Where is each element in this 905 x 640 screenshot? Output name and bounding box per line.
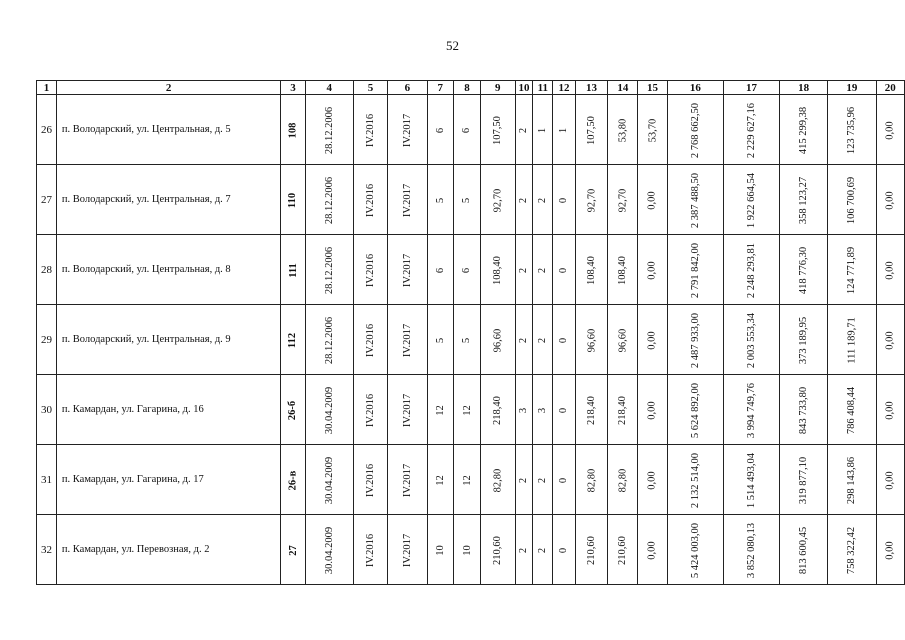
cell-col-17 xyxy=(723,445,779,515)
cell-col-11 xyxy=(533,165,553,235)
column-header-17: 17 xyxy=(723,81,779,95)
cell-col-1: 29 xyxy=(37,305,57,375)
cell-value: 218,40 xyxy=(617,395,629,425)
table-row xyxy=(37,445,905,515)
table-row xyxy=(37,305,905,375)
cell-value: 210,60 xyxy=(586,535,598,565)
cell-value: 92,70 xyxy=(617,188,629,212)
cell-value: IV.2017 xyxy=(401,463,413,497)
cell-value: 0,00 xyxy=(884,540,896,560)
cell-col-14 xyxy=(608,165,638,235)
cell-col-7 xyxy=(427,95,453,165)
cell-col-3 xyxy=(281,165,305,235)
cell-value: 2 487 933,00 xyxy=(689,312,701,368)
cell-col-19 xyxy=(828,235,876,305)
cell-value: IV.2017 xyxy=(401,393,413,427)
cell-value: 53,80 xyxy=(617,118,629,142)
cell-col-12 xyxy=(553,445,576,515)
cell-value: 1 514 493,04 xyxy=(745,452,757,508)
cell-value: 123 735,96 xyxy=(846,106,858,154)
cell-value: 0 xyxy=(558,407,570,413)
cell-value: 2 xyxy=(518,127,530,133)
cell-col-10 xyxy=(515,95,533,165)
cell-value: 0,00 xyxy=(647,400,659,420)
cell-value: 26-в xyxy=(287,470,299,490)
cell-value: 813 600,45 xyxy=(798,526,810,574)
cell-value: 0 xyxy=(558,197,570,203)
cell-value: 5 424 003,00 xyxy=(689,522,701,578)
cell-value: IV.2017 xyxy=(401,183,413,217)
cell-value: 111 xyxy=(287,262,299,278)
cell-value: 758 322,42 xyxy=(846,526,858,574)
cell-col-16 xyxy=(667,235,723,305)
header-row xyxy=(37,81,905,95)
cell-value: 30.04.2009 xyxy=(323,386,335,434)
cell-col-14 xyxy=(608,95,638,165)
cell-value: 107,50 xyxy=(586,115,598,145)
column-header-4: 4 xyxy=(305,81,353,95)
cell-value: 92,70 xyxy=(492,188,504,212)
cell-col-13 xyxy=(575,515,608,585)
cell-col-2: п. Камардан, ул. Гагарина, д. 17 xyxy=(56,445,280,515)
cell-value: 1 922 664,54 xyxy=(745,172,757,228)
cell-col-18 xyxy=(780,515,828,585)
cell-value: 3 xyxy=(537,407,549,413)
cell-col-1: 30 xyxy=(37,375,57,445)
cell-col-18 xyxy=(780,445,828,515)
cell-value: 373 189,95 xyxy=(798,316,810,364)
cell-value: 3 xyxy=(518,407,530,413)
cell-col-10 xyxy=(515,375,533,445)
column-header-2: 2 xyxy=(56,81,280,95)
cell-col-8 xyxy=(453,375,480,445)
cell-value: IV.2017 xyxy=(401,533,413,567)
cell-col-16 xyxy=(667,95,723,165)
cell-value: IV.2017 xyxy=(401,113,413,147)
column-header-12: 12 xyxy=(553,81,576,95)
cell-value: 82,80 xyxy=(492,468,504,492)
cell-value: 0,00 xyxy=(884,330,896,350)
cell-col-11 xyxy=(533,515,553,585)
cell-value: IV.2016 xyxy=(364,323,376,357)
cell-value: 418 776,30 xyxy=(798,246,810,294)
cell-col-7 xyxy=(427,445,453,515)
cell-value: 28.12.2006 xyxy=(323,106,335,154)
cell-value: 26-б xyxy=(287,400,299,420)
cell-value: IV.2016 xyxy=(364,113,376,147)
cell-col-10 xyxy=(515,165,533,235)
cell-value: IV.2016 xyxy=(364,253,376,287)
cell-col-7 xyxy=(427,515,453,585)
cell-col-14 xyxy=(608,445,638,515)
cell-col-17 xyxy=(723,375,779,445)
cell-col-19 xyxy=(828,375,876,445)
cell-value: 106 700,69 xyxy=(846,176,858,224)
cell-col-11 xyxy=(533,375,553,445)
cell-value: 0,00 xyxy=(647,540,659,560)
cell-col-4 xyxy=(305,445,353,515)
cell-col-20 xyxy=(876,165,904,235)
cell-col-5 xyxy=(353,375,387,445)
cell-col-5 xyxy=(353,235,387,305)
cell-col-9 xyxy=(480,515,515,585)
cell-value: 12 xyxy=(461,474,473,486)
cell-value: 2 132 514,00 xyxy=(689,452,701,508)
cell-col-14 xyxy=(608,515,638,585)
cell-col-18 xyxy=(780,95,828,165)
cell-value: 110 xyxy=(287,192,299,208)
table-row xyxy=(37,95,905,165)
cell-col-12 xyxy=(553,235,576,305)
cell-col-17 xyxy=(723,95,779,165)
column-header-8: 8 xyxy=(453,81,480,95)
cell-value: 210,60 xyxy=(617,535,629,565)
cell-value: 0,00 xyxy=(884,190,896,210)
cell-value: 319 877,10 xyxy=(798,456,810,504)
cell-value: 2 xyxy=(518,197,530,203)
cell-value: 0,00 xyxy=(647,470,659,490)
cell-col-9 xyxy=(480,165,515,235)
cell-col-17 xyxy=(723,235,779,305)
cell-col-13 xyxy=(575,235,608,305)
cell-col-2: п. Камардан, ул. Гагарина, д. 16 xyxy=(56,375,280,445)
cell-value: 0,00 xyxy=(884,260,896,280)
cell-col-16 xyxy=(667,305,723,375)
cell-value: 108,40 xyxy=(586,255,598,285)
cell-col-1: 31 xyxy=(37,445,57,515)
cell-value: IV.2016 xyxy=(364,533,376,567)
cell-col-15 xyxy=(638,305,667,375)
cell-col-20 xyxy=(876,445,904,515)
column-header-16: 16 xyxy=(667,81,723,95)
cell-col-19 xyxy=(828,305,876,375)
cell-col-20 xyxy=(876,95,904,165)
cell-value: 6 xyxy=(434,267,446,273)
cell-value: IV.2016 xyxy=(364,183,376,217)
cell-col-20 xyxy=(876,515,904,585)
cell-col-13 xyxy=(575,375,608,445)
cell-col-7 xyxy=(427,305,453,375)
cell-value: 2 xyxy=(518,547,530,553)
cell-col-15 xyxy=(638,95,667,165)
cell-col-10 xyxy=(515,235,533,305)
cell-value: 2 xyxy=(537,337,549,343)
cell-value: 2 xyxy=(518,477,530,483)
cell-col-9 xyxy=(480,235,515,305)
cell-col-3 xyxy=(281,515,305,585)
cell-col-6 xyxy=(388,95,427,165)
cell-col-7 xyxy=(427,235,453,305)
cell-value: 30.04.2009 xyxy=(323,456,335,504)
housing-table xyxy=(36,80,905,585)
cell-col-6 xyxy=(388,235,427,305)
cell-col-5 xyxy=(353,515,387,585)
cell-col-4 xyxy=(305,165,353,235)
cell-col-19 xyxy=(828,165,876,235)
cell-value: 0 xyxy=(558,267,570,273)
column-header-10: 10 xyxy=(515,81,533,95)
cell-col-8 xyxy=(453,445,480,515)
cell-col-9 xyxy=(480,445,515,515)
cell-col-11 xyxy=(533,305,553,375)
column-header-13: 13 xyxy=(575,81,608,95)
table-row xyxy=(37,375,905,445)
cell-value: 2 xyxy=(537,477,549,483)
cell-col-13 xyxy=(575,305,608,375)
cell-col-12 xyxy=(553,95,576,165)
cell-value: 2 xyxy=(537,267,549,273)
cell-col-16 xyxy=(667,445,723,515)
cell-value: 12 xyxy=(461,404,473,416)
cell-col-4 xyxy=(305,375,353,445)
cell-col-15 xyxy=(638,445,667,515)
cell-value: 6 xyxy=(434,127,446,133)
cell-value: 112 xyxy=(287,332,299,348)
cell-col-4 xyxy=(305,305,353,375)
table-row xyxy=(37,165,905,235)
cell-col-2: п. Володарский, ул. Центральная, д. 7 xyxy=(56,165,280,235)
cell-value: 6 xyxy=(461,267,473,273)
cell-value: 5 xyxy=(434,197,446,203)
cell-value: 107,50 xyxy=(492,115,504,145)
cell-value: 5 xyxy=(434,337,446,343)
cell-col-16 xyxy=(667,515,723,585)
column-header-19: 19 xyxy=(828,81,876,95)
cell-value: 111 189,71 xyxy=(846,316,858,364)
cell-value: 2 003 553,34 xyxy=(745,312,757,368)
cell-col-19 xyxy=(828,515,876,585)
cell-col-13 xyxy=(575,165,608,235)
cell-col-1: 26 xyxy=(37,95,57,165)
cell-col-6 xyxy=(388,165,427,235)
cell-value: 2 229 627,16 xyxy=(745,102,757,158)
cell-value: 3 994 749,76 xyxy=(745,382,757,438)
column-header-20: 20 xyxy=(876,81,904,95)
cell-value: 92,70 xyxy=(586,188,598,212)
cell-col-12 xyxy=(553,375,576,445)
cell-value: 2 xyxy=(518,337,530,343)
cell-col-16 xyxy=(667,375,723,445)
cell-value: 2 xyxy=(537,547,549,553)
cell-col-11 xyxy=(533,445,553,515)
cell-value: 358 123,27 xyxy=(798,176,810,224)
cell-col-17 xyxy=(723,305,779,375)
cell-col-18 xyxy=(780,305,828,375)
cell-col-15 xyxy=(638,165,667,235)
cell-value: IV.2017 xyxy=(401,253,413,287)
cell-col-6 xyxy=(388,375,427,445)
cell-value: 82,80 xyxy=(617,468,629,492)
column-header-14: 14 xyxy=(608,81,638,95)
cell-value: 6 xyxy=(461,127,473,133)
cell-col-3 xyxy=(281,305,305,375)
cell-col-15 xyxy=(638,235,667,305)
cell-col-18 xyxy=(780,375,828,445)
page-number: 52 xyxy=(446,38,459,53)
cell-value: IV.2016 xyxy=(364,393,376,427)
cell-col-17 xyxy=(723,515,779,585)
cell-value: 2 791 842,00 xyxy=(689,242,701,298)
cell-col-14 xyxy=(608,375,638,445)
cell-value: 0,00 xyxy=(647,330,659,350)
cell-col-10 xyxy=(515,515,533,585)
cell-col-4 xyxy=(305,95,353,165)
table-row xyxy=(37,235,905,305)
cell-value: 53,70 xyxy=(647,118,659,142)
cell-col-4 xyxy=(305,235,353,305)
cell-col-3 xyxy=(281,235,305,305)
cell-value: 96,60 xyxy=(586,328,598,352)
cell-col-2: п. Володарский, ул. Центральная, д. 9 xyxy=(56,305,280,375)
cell-value: 5 xyxy=(461,197,473,203)
cell-value: 0,00 xyxy=(884,470,896,490)
cell-col-8 xyxy=(453,305,480,375)
cell-value: 2 xyxy=(518,267,530,273)
cell-value: 218,40 xyxy=(492,395,504,425)
cell-col-9 xyxy=(480,95,515,165)
column-header-6: 6 xyxy=(388,81,427,95)
cell-col-10 xyxy=(515,445,533,515)
cell-value: 96,60 xyxy=(617,328,629,352)
column-header-5: 5 xyxy=(353,81,387,95)
cell-value: 1 xyxy=(558,127,570,133)
cell-col-8 xyxy=(453,95,480,165)
cell-col-9 xyxy=(480,305,515,375)
cell-value: 218,40 xyxy=(586,395,598,425)
cell-col-5 xyxy=(353,95,387,165)
cell-value: 27 xyxy=(287,544,299,556)
cell-col-20 xyxy=(876,305,904,375)
cell-col-2: п. Камардан, ул. Перевозная, д. 2 xyxy=(56,515,280,585)
cell-col-9 xyxy=(480,375,515,445)
cell-col-6 xyxy=(388,515,427,585)
cell-value: 3 852 080,13 xyxy=(745,522,757,578)
cell-col-13 xyxy=(575,445,608,515)
cell-value: 124 771,89 xyxy=(846,246,858,294)
cell-col-20 xyxy=(876,375,904,445)
column-header-7: 7 xyxy=(427,81,453,95)
column-header-3: 3 xyxy=(281,81,305,95)
cell-value: 5 xyxy=(461,337,473,343)
cell-col-20 xyxy=(876,235,904,305)
cell-col-8 xyxy=(453,515,480,585)
cell-value: 843 733,80 xyxy=(798,386,810,434)
cell-col-18 xyxy=(780,235,828,305)
cell-col-2: п. Володарский, ул. Центральная, д. 5 xyxy=(56,95,280,165)
cell-col-17 xyxy=(723,165,779,235)
cell-value: 415 299,38 xyxy=(798,106,810,154)
cell-col-8 xyxy=(453,165,480,235)
cell-col-5 xyxy=(353,305,387,375)
cell-col-12 xyxy=(553,305,576,375)
cell-value: 30.04.2009 xyxy=(323,526,335,574)
cell-value: 210,60 xyxy=(492,535,504,565)
cell-value: 28.12.2006 xyxy=(323,176,335,224)
cell-value: 108,40 xyxy=(492,255,504,285)
cell-col-19 xyxy=(828,95,876,165)
cell-value: 2 387 488,50 xyxy=(689,172,701,228)
cell-col-7 xyxy=(427,165,453,235)
cell-col-15 xyxy=(638,515,667,585)
cell-value: 2 768 662,50 xyxy=(689,102,701,158)
cell-col-5 xyxy=(353,165,387,235)
cell-value: 28.12.2006 xyxy=(323,316,335,364)
cell-value: 108 xyxy=(287,122,299,138)
cell-value: 0,00 xyxy=(884,120,896,140)
cell-value: 0,00 xyxy=(884,400,896,420)
cell-col-3 xyxy=(281,445,305,515)
cell-value: 96,60 xyxy=(492,328,504,352)
column-header-1: 1 xyxy=(37,81,57,95)
cell-value: 0,00 xyxy=(647,260,659,280)
cell-col-18 xyxy=(780,165,828,235)
cell-value: 28.12.2006 xyxy=(323,246,335,294)
cell-value: 12 xyxy=(434,474,446,486)
cell-value: IV.2017 xyxy=(401,323,413,357)
cell-value: 10 xyxy=(461,544,473,556)
cell-col-8 xyxy=(453,235,480,305)
column-header-9: 9 xyxy=(480,81,515,95)
cell-col-12 xyxy=(553,165,576,235)
cell-col-11 xyxy=(533,235,553,305)
cell-value: 0 xyxy=(558,337,570,343)
cell-value: 82,80 xyxy=(586,468,598,492)
cell-col-15 xyxy=(638,375,667,445)
column-header-11: 11 xyxy=(533,81,553,95)
cell-col-2: п. Володарский, ул. Центральная, д. 8 xyxy=(56,235,280,305)
cell-col-10 xyxy=(515,305,533,375)
cell-col-4 xyxy=(305,515,353,585)
cell-col-1: 27 xyxy=(37,165,57,235)
cell-col-19 xyxy=(828,445,876,515)
cell-value: 298 143,86 xyxy=(846,456,858,504)
cell-value: 2 xyxy=(537,197,549,203)
cell-value: 10 xyxy=(434,544,446,556)
cell-col-1: 28 xyxy=(37,235,57,305)
cell-value: 0 xyxy=(558,477,570,483)
column-header-15: 15 xyxy=(638,81,667,95)
column-header-18: 18 xyxy=(780,81,828,95)
cell-col-3 xyxy=(281,95,305,165)
cell-value: 786 408,44 xyxy=(846,386,858,434)
cell-value: 1 xyxy=(537,127,549,133)
cell-col-14 xyxy=(608,235,638,305)
cell-col-14 xyxy=(608,305,638,375)
cell-value: 108,40 xyxy=(617,255,629,285)
cell-col-13 xyxy=(575,95,608,165)
cell-col-7 xyxy=(427,375,453,445)
cell-value: 5 624 892,00 xyxy=(689,382,701,438)
cell-col-6 xyxy=(388,445,427,515)
cell-col-12 xyxy=(553,515,576,585)
cell-col-3 xyxy=(281,375,305,445)
cell-value: IV.2016 xyxy=(364,463,376,497)
cell-col-5 xyxy=(353,445,387,515)
cell-value: 0 xyxy=(558,547,570,553)
cell-value: 12 xyxy=(434,404,446,416)
cell-col-1: 32 xyxy=(37,515,57,585)
cell-col-16 xyxy=(667,165,723,235)
cell-value: 2 248 293,81 xyxy=(745,242,757,298)
cell-col-11 xyxy=(533,95,553,165)
table-row xyxy=(37,515,905,585)
cell-value: 0,00 xyxy=(647,190,659,210)
cell-col-6 xyxy=(388,305,427,375)
